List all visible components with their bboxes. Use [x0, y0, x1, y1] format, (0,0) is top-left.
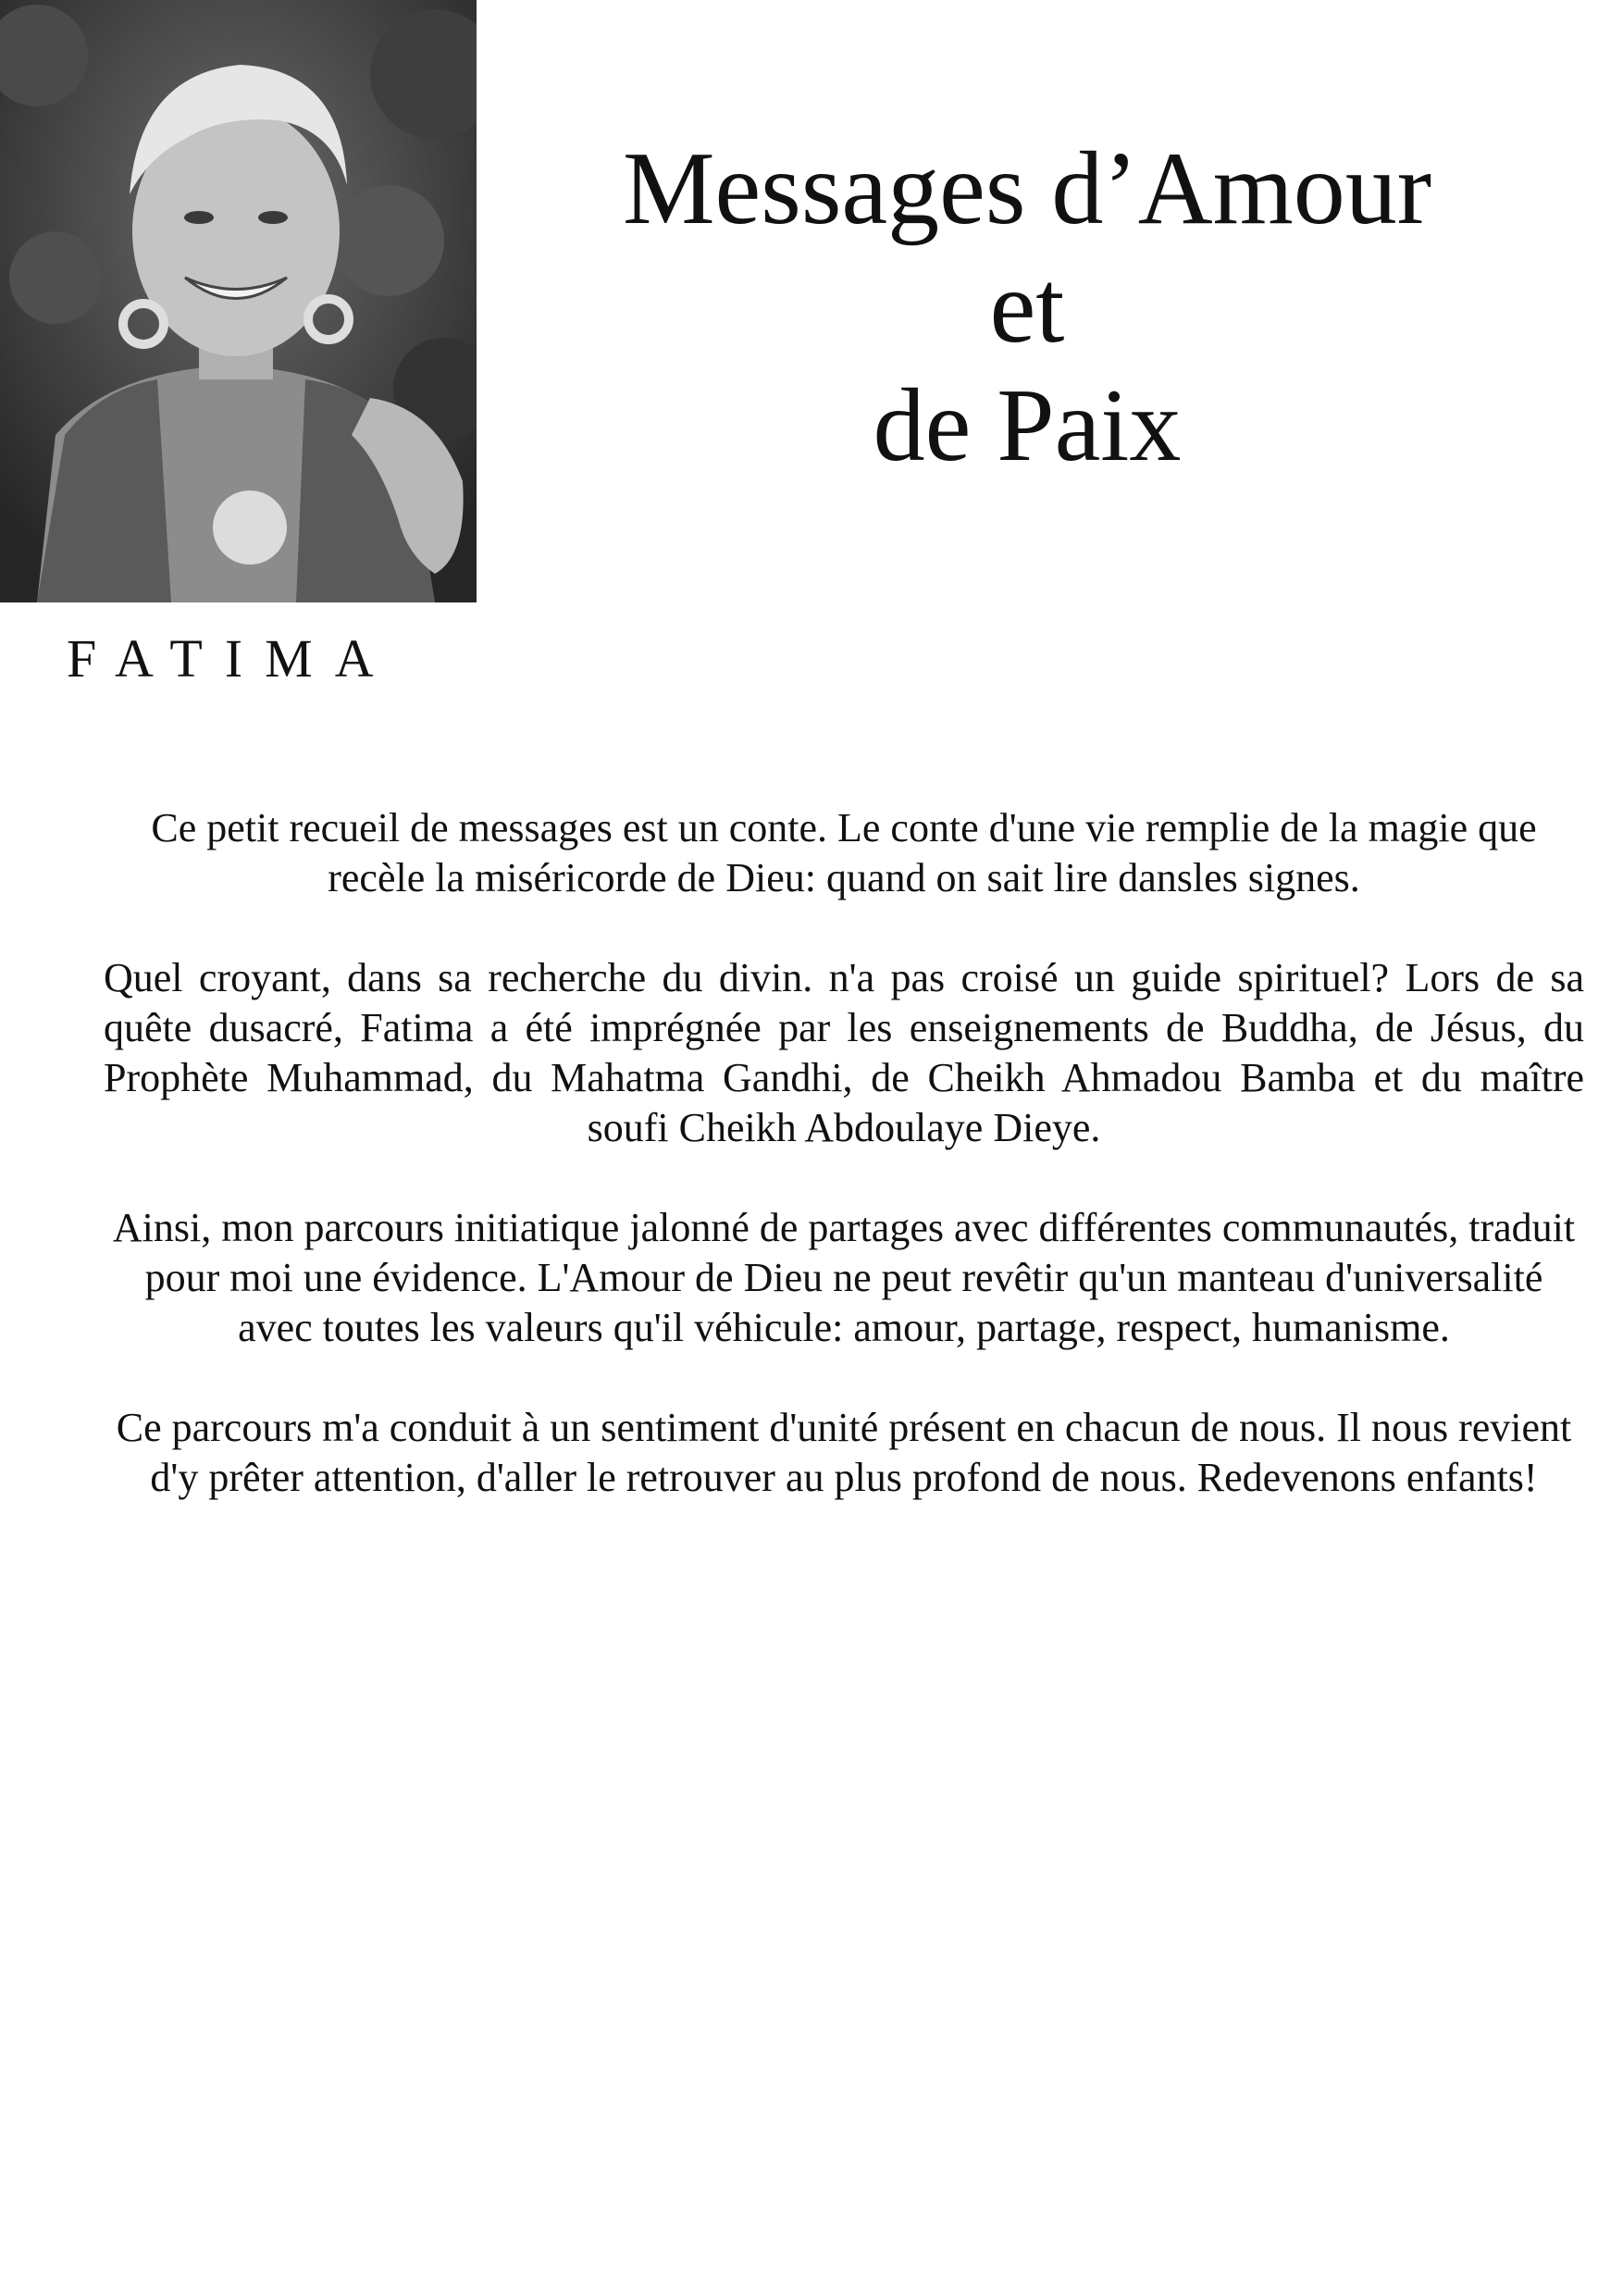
author-photo-illustration	[0, 0, 477, 602]
author-name: FATIMA	[67, 628, 396, 689]
title-line-1: Messages d’Amour	[622, 131, 1432, 246]
description-text	[104, 803, 1584, 1553]
title-line-3: de Paix	[873, 368, 1182, 483]
paragraph-guides: Quel croyant, dans sa recherche du divin. n'a pas croisé un guide spirituel? Lors de sa quête dusacré, Fatima a été imprégnée par les enseignements de Buddha, de Jésus, du Prophète Muhammad, du Mahatma Gandhi, de Cheikh Ahmadou Bamba et du maître soufi Cheikh Abdoulaye Dieye.	[104, 955, 1584, 1150]
book-title	[518, 130, 1536, 485]
paragraph-unity: Ce parcours m'a conduit à un sentiment d'unité présent en chacun de nous. Il nous revient d'y prêter attention, d'aller le retrouver au plus profond de nous. Redevenons enfants!	[116, 1405, 1572, 1500]
paragraph-journey: Ainsi, mon parcours initiatique jalonné de partages avec différentes communautés, traduit pour moi une évidence. L'Amour de Dieu ne peut revêtir qu'un manteau d'universalité avec toutes les valeurs qu'il véhicule: amour, partage, respect, humanisme.	[112, 1205, 1576, 1350]
author-photo	[0, 0, 477, 602]
paragraph-intro: Ce petit recueil de messages est un conte. Le conte d'une vie remplie de la magie que recèle la miséricorde de Dieu: quand on sait lire dansles signes.	[151, 805, 1537, 900]
title-line-2: et	[989, 250, 1065, 365]
